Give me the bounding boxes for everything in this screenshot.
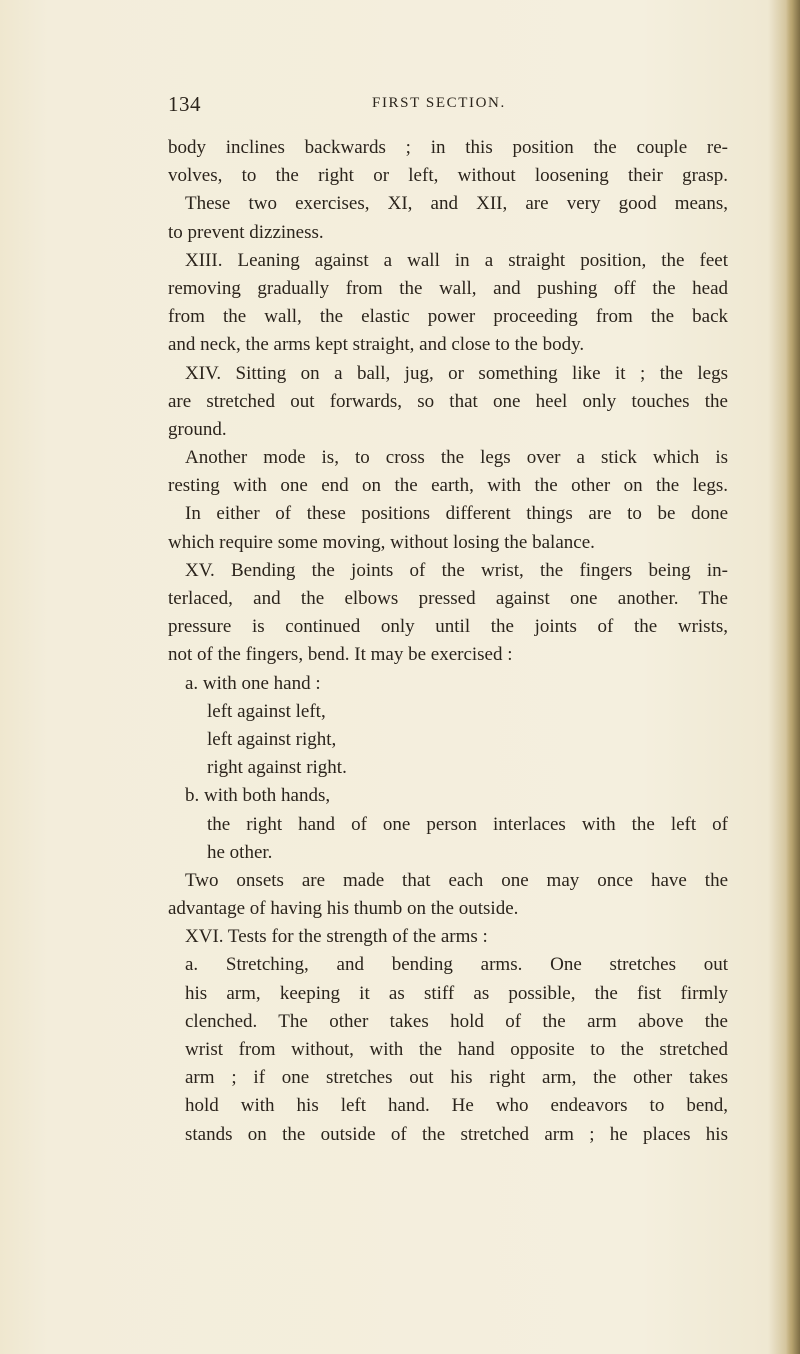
text-line: a. with one hand : [185, 672, 321, 694]
page-edge [786, 0, 800, 1354]
text-line: to prevent dizziness. [168, 221, 324, 243]
text-line: he other. [207, 841, 273, 863]
text-line: hold with his left hand. He who endeavors to bend, [185, 1095, 728, 1117]
text-line: left against left, [207, 700, 326, 722]
text-line: These two exercises, XI, and XII, are very good means, [185, 193, 728, 215]
page-number: 134 [168, 92, 201, 116]
text-line: In either of these positions different things are to be done [185, 503, 728, 525]
text-line: body inclines backwards ; in this position the couple re- [168, 137, 728, 158]
text-line: volves, to the right or left, without loosening their grasp. [168, 165, 728, 187]
text-line: arm ; if one stretches out his right arm, the other takes [185, 1067, 728, 1089]
text-line: right against right. [207, 757, 347, 779]
text-line: a. Stretching, and bending arms. One stretches out [185, 954, 728, 976]
text-line: and neck, the arms kept straight, and close to the body. [168, 334, 585, 356]
text-line: his arm, keeping it as stiff as possible, the fist firmly [185, 982, 728, 1004]
text-line: stands on the outside of the stretched arm ; he places his [185, 1123, 728, 1145]
text-line: XIV. Sitting on a ball, jug, or something like it ; the legs [185, 362, 728, 384]
text-line: wrist from without, with the hand opposite to the stretched [185, 1039, 728, 1060]
text-line: not of the fingers, bend. It may be exercised : [168, 644, 513, 666]
text-line: pressure is continued only until the joints of the wrists, [168, 616, 728, 638]
body-text [168, 134, 728, 1149]
text-line: are stretched out forwards, so that one heel only touches the [168, 390, 728, 412]
text-line: removing gradually from the wall, and pushing off the head [168, 277, 728, 299]
text-line: ground. [168, 418, 227, 440]
text-line: resting with one end on the earth, with the other on the legs. [168, 475, 728, 497]
text-line: terlaced, and the elbows pressed against one another. The [168, 588, 728, 609]
text-line: the right hand of one person interlaces with the left of [207, 813, 728, 835]
page-header [168, 92, 728, 120]
text-line: Another mode is, to cross the legs over a stick which is [185, 447, 728, 469]
text-line: left against right, [207, 728, 337, 750]
text-line: Two onsets are made that each one may once have the [185, 869, 728, 891]
text-line: XVI. Tests for the strength of the arms : [185, 926, 488, 948]
running-head: FIRST SECTION. [372, 95, 506, 111]
text-line: advantage of having his thumb on the outside. [168, 898, 519, 920]
text-line: XV. Bending the joints of the wrist, the fingers being in- [185, 559, 728, 581]
text-line: from the wall, the elastic power proceeding from the back [168, 306, 728, 328]
text-line: b. with both hands, [185, 785, 331, 807]
text-line: clenched. The other takes hold of the arm above the [185, 1010, 728, 1032]
text-line: which require some moving, without losing the balance. [168, 531, 595, 553]
text-line: XIII. Leaning against a wall in a straight position, the feet [185, 249, 728, 271]
